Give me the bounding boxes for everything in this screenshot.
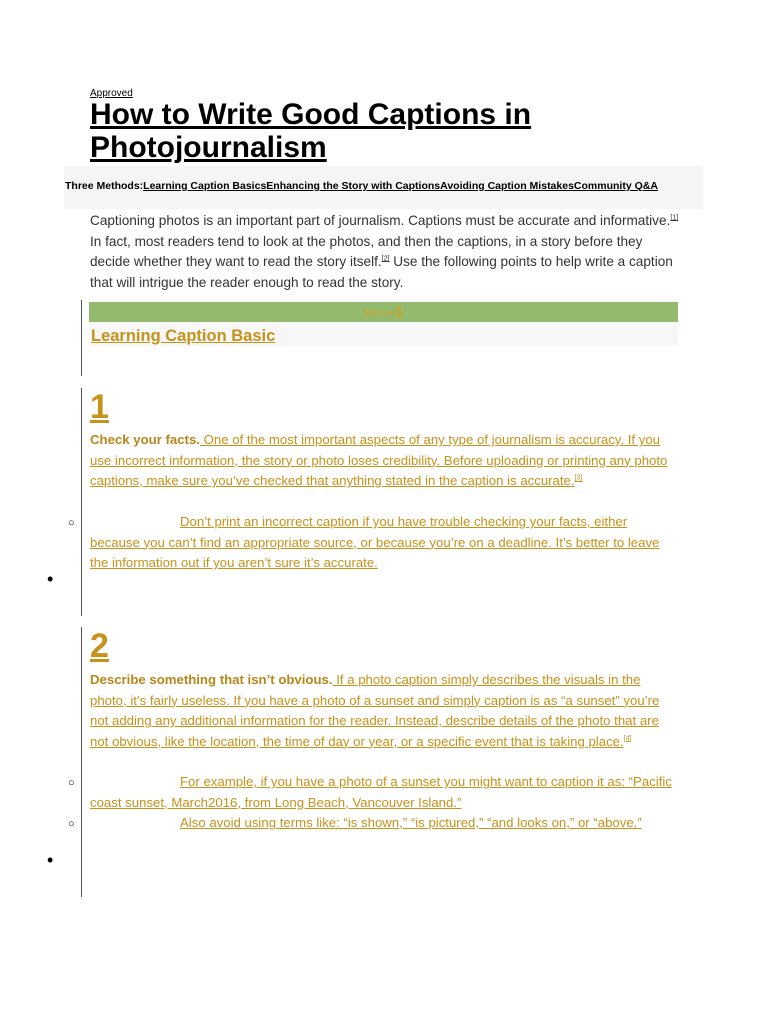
methods-link-community-qa[interactable]: Community Q&A	[573, 180, 658, 192]
step-2-heading: Describe something that isn’t obvious.	[90, 672, 333, 687]
step-1-number: 1	[90, 388, 109, 426]
step-1-body[interactable]: One of the most important aspects of any type of journalism is accuracy. If you use incorrect information, the story or photo loses credibility. Before uploading or printing any photo captions, make sure you’ve checked that anything stated in the caption is accurate.	[90, 432, 668, 488]
reference-link-1[interactable]: [1]	[670, 214, 679, 222]
method-divider-line	[81, 300, 82, 376]
intro-text-3: Use the following points to help write a caption that will intrigue the reader enough to read the story.	[90, 254, 673, 290]
reference-link-2[interactable]: [2]	[381, 255, 390, 263]
step-2-number: 2	[90, 627, 109, 665]
step-2-body[interactable]: If a photo caption simply describes the visuals in the photo, it’s fairly useless. If you have a photo of a sunset and simply caption is as “a sunset” you’re not adding any additional information for the reader. Instead, describe details of the photo that are not obvious, like the location, the time of day or year, or a specific event that is taking place.	[90, 672, 660, 749]
methods-nav	[65, 176, 695, 197]
step-2-tip-2[interactable]: Also avoid using terms like: “is shown,” “is pictured,” “and looks on,” or “above.”	[180, 815, 642, 830]
intro-paragraph	[90, 211, 680, 293]
reference-link-3[interactable]: [3]	[574, 474, 583, 482]
bullet-icon: •	[47, 569, 54, 589]
methods-link-enhancing-story[interactable]: Enhancing the Story with Captions	[266, 180, 441, 192]
step-1-heading: Check your facts.	[90, 432, 200, 447]
methods-prefix: Three Methods:	[65, 180, 144, 192]
sub-bullet-icon: ○	[68, 777, 75, 789]
step-1-text	[90, 430, 680, 492]
approved-label[interactable]: Approved	[90, 88, 133, 99]
step-1-tip-1[interactable]: Don’t print an incorrect caption if you have trouble checking your facts, either because you can’t find an appropriate source, or because you’re on a deadline. It’s better to leave the information out if you aren’t sure it’s accurate.	[90, 514, 660, 570]
intro-text-1: Captioning photos is an important part of journalism. Captions must be accurate and informative.	[90, 213, 671, 228]
step-2-divider-line	[81, 627, 82, 897]
step-2-tip-1[interactable]: For example, if you have a photo of a sunset you might want to caption it as: “Pacific coast sunset, March2016, from Long Beach, Vancouver Island.”	[90, 774, 672, 810]
intro-text-2: In fact, most readers tend to look at the photos, and then the captions, in a story before they decide whether they want to read the story itself.	[90, 233, 643, 269]
step-1-divider-line	[81, 388, 82, 616]
sub-bullet-icon: ○	[68, 517, 75, 529]
methods-link-learning-caption-basics[interactable]: Learning Caption Basics	[143, 180, 267, 192]
reference-link-4[interactable]: [4]	[623, 735, 632, 743]
step-2-text	[90, 670, 680, 752]
method-label: Method	[363, 308, 395, 319]
bullet-icon: •	[47, 850, 54, 870]
method-title-link[interactable]: Learning Caption Basic	[91, 327, 276, 345]
page-title[interactable]: How to Write Good Captions in Photojournalism	[90, 98, 532, 164]
sub-bullet-icon: ○	[68, 818, 75, 830]
method-number: 1	[394, 304, 404, 321]
method-header	[89, 302, 678, 322]
methods-link-avoiding-mistakes[interactable]: Avoiding Caption Mistakes	[440, 180, 574, 192]
